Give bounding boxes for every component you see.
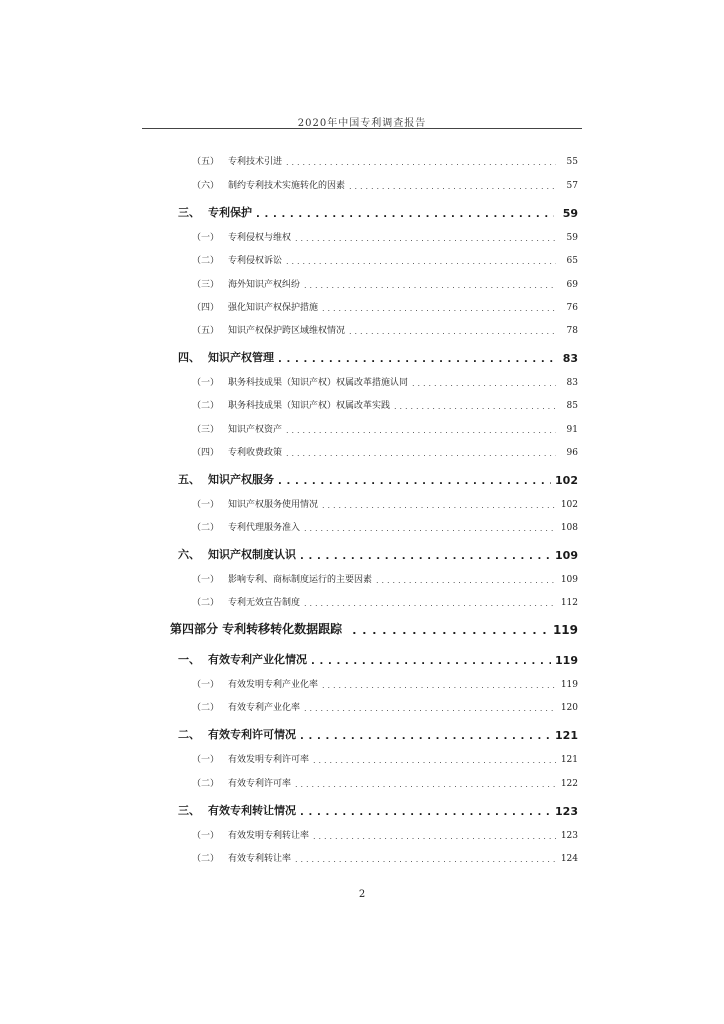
toc-section-3[interactable] — [178, 204, 578, 220]
toc-page-number: 91 — [566, 425, 578, 435]
toc-page-number: 102 — [555, 474, 578, 487]
toc-page-number: 83 — [566, 378, 578, 388]
toc-entry-4-1[interactable] — [192, 374, 578, 388]
toc-entry-p4-1-1[interactable] — [192, 676, 578, 690]
dot-leader — [286, 449, 556, 458]
toc-entry-number: （二） — [192, 401, 220, 411]
toc-entry-p4-2-2[interactable] — [192, 775, 578, 789]
toc-entry-2-6[interactable] — [192, 177, 578, 191]
toc-entry-6-2[interactable] — [192, 594, 578, 608]
toc-page-number: 69 — [566, 280, 578, 290]
toc-page-number: 121 — [555, 729, 578, 742]
toc-page-number: 124 — [560, 854, 578, 864]
toc-entry-number: （二） — [192, 598, 220, 608]
toc-page-number: 119 — [560, 680, 578, 690]
toc-entry-number: （四） — [192, 303, 220, 313]
toc-section-label: 知识产权制度认识 — [208, 548, 296, 561]
running-header: 2020年中国专利调查报告 — [297, 118, 427, 129]
toc-entry-number: （一） — [192, 755, 220, 765]
toc-section-p4-1[interactable] — [178, 651, 578, 667]
dot-leader — [412, 379, 556, 388]
toc-entry-label: 专利无效宣告制度 — [228, 598, 301, 608]
dot-leader — [352, 624, 549, 637]
dot-leader — [313, 832, 556, 841]
toc-entry-label: 有效专利转让率 — [228, 854, 292, 864]
toc-page-number: 123 — [555, 805, 578, 818]
toc-entry-label: 专利技术引进 — [228, 157, 283, 167]
toc-entry-number: （一） — [192, 500, 220, 510]
toc-section-number: 三、 — [178, 206, 200, 219]
toc-entry-6-1[interactable] — [192, 571, 578, 585]
toc-part-label: 第四部分 专利转移转化数据跟踪 — [170, 622, 343, 636]
toc-part-4[interactable] — [170, 620, 578, 637]
toc-section-4[interactable] — [178, 349, 578, 365]
toc-entry-5-1[interactable] — [192, 496, 578, 510]
dot-leader — [322, 304, 556, 313]
toc-section-6[interactable] — [178, 546, 578, 562]
dot-leader — [286, 426, 556, 435]
dot-leader — [286, 158, 556, 167]
toc-entry-number: （一） — [192, 831, 220, 841]
toc-entry-p4-3-1[interactable] — [192, 827, 578, 841]
toc-entry-4-4[interactable] — [192, 444, 578, 458]
toc-page-number: 57 — [566, 181, 578, 191]
toc-entry-number: （三） — [192, 425, 220, 435]
toc-section-number: 四、 — [178, 351, 200, 364]
dot-leader — [278, 476, 551, 487]
toc-entry-number: （二） — [192, 523, 220, 533]
toc-page-number: 119 — [555, 654, 578, 667]
dot-leader — [295, 780, 556, 789]
dot-leader — [322, 501, 556, 510]
toc-entry-label: 制约专利技术实施转化的因素 — [228, 181, 346, 191]
toc-page-number: 109 — [560, 575, 578, 585]
dot-leader — [349, 327, 556, 336]
dot-leader — [286, 257, 556, 266]
toc-entry-number: （五） — [192, 157, 220, 167]
toc-section-number: 五、 — [178, 473, 200, 486]
dot-leader — [300, 731, 551, 742]
toc-entry-label: 有效专利产业化率 — [228, 703, 301, 713]
toc-page-number: 59 — [566, 233, 578, 243]
toc-page-number: 83 — [562, 352, 578, 365]
toc-entry-label: 有效专利许可率 — [228, 779, 292, 789]
toc-entry-4-3[interactable] — [192, 421, 578, 435]
toc-entry-number: （四） — [192, 448, 220, 458]
toc-entry-label: 知识产权资产 — [228, 425, 283, 435]
toc-entry-3-4[interactable] — [192, 299, 578, 313]
toc-entry-label: 强化知识产权保护措施 — [228, 303, 319, 313]
toc-entry-p4-3-2[interactable] — [192, 850, 578, 864]
toc-entry-number: （五） — [192, 326, 220, 336]
toc-entry-label: 职务科技成果（知识产权）权属改革措施认同 — [228, 378, 409, 388]
toc-entry-3-1[interactable] — [192, 229, 578, 243]
toc-entry-p4-2-1[interactable] — [192, 751, 578, 765]
toc-page-number: 65 — [566, 256, 578, 266]
toc-entry-number: （三） — [192, 280, 220, 290]
dot-leader — [394, 402, 556, 411]
toc-entry-label: 知识产权保护跨区域维权情况 — [228, 326, 346, 336]
dot-leader — [300, 807, 551, 818]
dot-leader — [304, 599, 556, 608]
toc-entry-number: （二） — [192, 854, 220, 864]
toc-entry-number: （二） — [192, 779, 220, 789]
toc-entry-label: 有效发明专利产业化率 — [228, 680, 319, 690]
toc-page-number: 78 — [566, 326, 578, 336]
toc-page-number: 119 — [552, 623, 578, 637]
toc-entry-label: 专利代理服务准入 — [228, 523, 301, 533]
toc-section-p4-3[interactable] — [178, 802, 578, 818]
toc-entry-label: 有效发明专利转让率 — [228, 831, 310, 841]
toc-entry-label: 有效发明专利许可率 — [228, 755, 310, 765]
dot-leader — [300, 551, 551, 562]
toc-entry-3-2[interactable] — [192, 252, 578, 266]
toc-section-number: 六、 — [178, 548, 200, 561]
dot-leader — [322, 681, 556, 690]
toc-entry-number: （二） — [192, 256, 220, 266]
dot-leader — [304, 524, 556, 533]
dot-leader — [376, 576, 556, 585]
header-rule — [142, 128, 582, 129]
toc-section-number: 一、 — [178, 653, 200, 666]
toc-section-number: 三、 — [178, 804, 200, 817]
toc-entry-p4-1-2[interactable] — [192, 699, 578, 713]
toc-entry-2-5[interactable] — [192, 153, 578, 167]
toc-entry-label: 专利侵权与维权 — [228, 233, 292, 243]
toc-page-number: 76 — [566, 303, 578, 313]
toc-entry-number: （二） — [192, 703, 220, 713]
dot-leader — [278, 354, 554, 365]
toc-page-number: 120 — [560, 703, 578, 713]
toc-entry-5-2[interactable] — [192, 519, 578, 533]
toc-entry-3-3[interactable] — [192, 276, 578, 290]
dot-leader — [304, 704, 556, 713]
dot-leader — [295, 234, 556, 243]
toc-entry-label: 专利侵权诉讼 — [228, 256, 283, 266]
page-number: 2 — [358, 889, 366, 900]
dot-leader — [313, 756, 556, 765]
toc-page-number: 108 — [560, 523, 578, 533]
toc-entry-label: 影响专利、商标制度运行的主要因素 — [228, 575, 373, 585]
toc-section-label: 知识产权管理 — [208, 351, 274, 364]
dot-leader — [304, 281, 556, 290]
dot-leader — [295, 855, 556, 864]
toc-entry-number: （一） — [192, 680, 220, 690]
toc-section-label: 有效专利转让情况 — [208, 804, 296, 817]
toc-entry-label: 职务科技成果（知识产权）权属改革实践 — [228, 401, 391, 411]
toc-page-number: 102 — [560, 500, 578, 510]
toc-page-number: 59 — [562, 207, 578, 220]
toc-section-label: 知识产权服务 — [208, 473, 274, 486]
toc-entry-label: 专利收费政策 — [228, 448, 283, 458]
toc-page-number: 55 — [566, 157, 578, 167]
dot-leader — [349, 182, 556, 191]
toc-section-p4-2[interactable] — [178, 726, 578, 742]
toc-section-label: 专利保护 — [208, 206, 252, 219]
toc-entry-number: （一） — [192, 575, 220, 585]
toc-entry-3-5[interactable] — [192, 322, 578, 336]
toc-page-number: 96 — [566, 448, 578, 458]
dot-leader — [256, 209, 554, 220]
dot-leader — [311, 656, 551, 667]
toc-entry-number: （一） — [192, 233, 220, 243]
toc-section-label: 有效专利产业化情况 — [208, 653, 307, 666]
toc-section-5[interactable] — [178, 471, 578, 487]
toc-entry-label: 海外知识产权纠纷 — [228, 280, 301, 290]
toc-section-number: 二、 — [178, 728, 200, 741]
toc-entry-number: （六） — [192, 181, 220, 191]
toc-page-number: 109 — [555, 549, 578, 562]
toc-page-number: 123 — [560, 831, 578, 841]
toc-page-number: 85 — [566, 401, 578, 411]
toc-page-number: 121 — [560, 755, 578, 765]
toc-entry-number: （一） — [192, 378, 220, 388]
toc-page-number: 122 — [560, 779, 578, 789]
toc-entry-4-2[interactable] — [192, 397, 578, 411]
toc-section-label: 有效专利许可情况 — [208, 728, 296, 741]
toc-page-number: 112 — [560, 598, 578, 608]
toc-entry-label: 知识产权服务使用情况 — [228, 500, 319, 510]
